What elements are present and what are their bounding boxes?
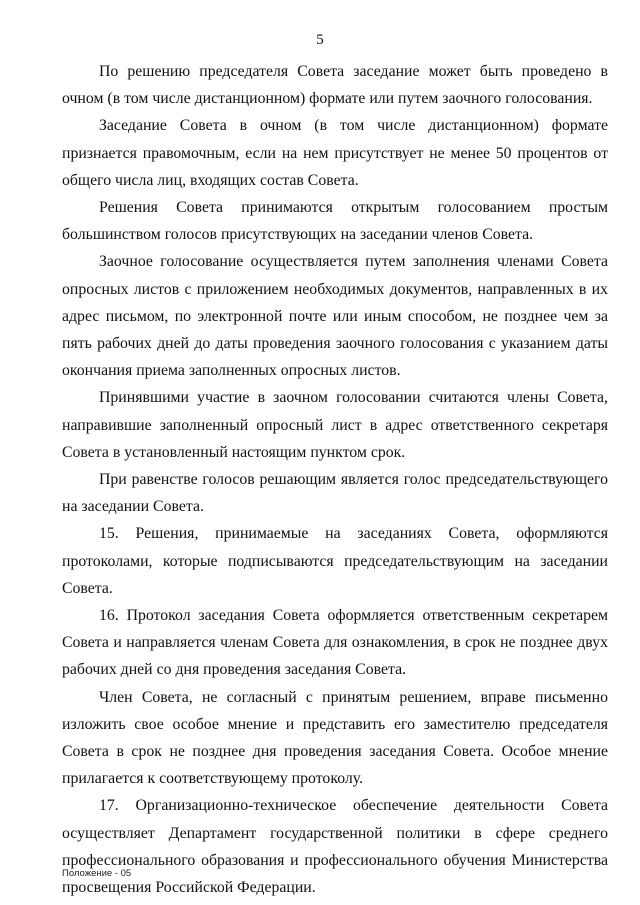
paragraph-decisions-voting: Решения Совета принимаются открытым голосованием простым большинством голосов присутствующих на заседании членов Совета. — [62, 199, 608, 244]
paragraph-meeting-format: По решению председателя Совета заседание может быть проведено в очном (в том числе дистанционном) формате или путем заочного голосования. — [62, 63, 608, 108]
paragraph-absentee-voting: Заочное голосование осуществляется путем заполнения членами Совета опросных листов с приложением необходимых документов, направленных в их адрес письмом, по электронной почте или иным способом, не позднее чем за пять рабочих дней до даты проведения заочного голосования с указанием даты окончания приема заполненных опросных листов. — [62, 253, 608, 380]
paragraph-item-15: 15. Решения, принимаемые на заседаниях Совета, оформляются протоколами, которые подписываются председательствующим на заседании Совета. — [62, 525, 608, 597]
paragraph-item-17: 17. Организационно-техническое обеспечение деятельности Совета осуществляет Департамент государственной политики в сфере среднего профессионального образования и профессионального обучения Министерства просвещения Российской Федерации. — [62, 797, 608, 897]
paragraph-dissenting-opinion: Член Совета, не согласный с принятым решением, вправе письменно изложить свое особое мнение и представить его заместителю председателя Совета в срок не позднее дня проведения заседания Совета. Особое мнение прилагается к соответствующему протоколу. — [62, 688, 608, 788]
paragraph-item-16: 16. Протокол заседания Совета оформляется ответственным секретарем Совета и направляется членам Совета для ознакомления, в срок не позднее двух рабочих дней со дня проведения заседания Совета. — [62, 607, 608, 679]
paragraph-quorum: Заседание Совета в очном (в том числе дистанционном) формате признается правомочным, если на нем присутствует не менее 50 процентов от общего числа лиц, входящих состав Совета. — [62, 117, 608, 189]
paragraph-tie-vote: При равенстве голосов решающим является голос председательствующего на заседании Совета. — [62, 471, 608, 516]
page-number: 5 — [316, 32, 324, 48]
footer-document-code: Положение - 05 — [62, 868, 132, 879]
paragraph-absentee-participants: Принявшими участие в заочном голосовании считаются члены Совета, направившие заполненный опросный лист в адрес ответственного секретаря Совета в установленный настоящим пунктом срок. — [62, 389, 608, 461]
document-body — [62, 58, 608, 901]
